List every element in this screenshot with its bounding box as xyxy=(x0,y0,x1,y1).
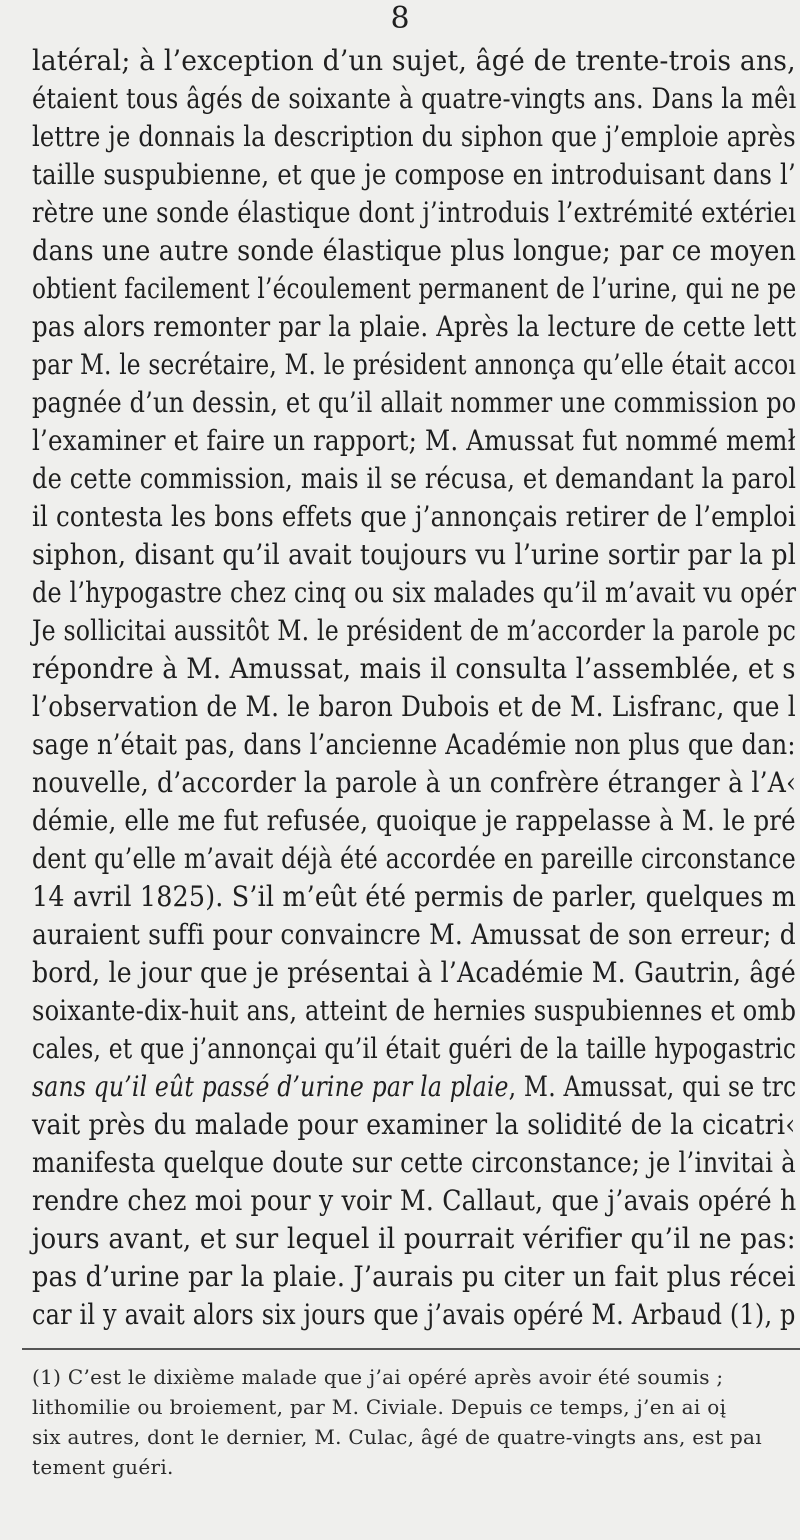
text-line: sage n’était pas, dans l’ancienne Académie non plus que dan: xyxy=(32,728,796,761)
text-line: car il y avait alors six jours que j’avais opéré M. Arbaud (1), p xyxy=(32,1298,796,1331)
text-line: manifesta quelque doute sur cette circonstance; je l’invitai à xyxy=(32,1146,796,1179)
text-line: pas d’urine par la plaie. J’aurais pu citer un fait plus récei xyxy=(32,1260,796,1293)
text-line: dans une autre sonde élastique plus longue; par ce moyen xyxy=(32,234,797,267)
text-line: pas alors remonter par la plaie. Après la lecture de cette lett xyxy=(32,310,797,343)
text-line: latéral; à l’exception d’un sujet, âgé de trente-trois ans, xyxy=(32,44,796,77)
text-line: l’examiner et faire un rapport; M. Amussat fut nommé memł xyxy=(32,424,796,457)
footnote-line: six autres, dont le dernier, M. Culac, âgé de quatre-vingts ans, est paı xyxy=(32,1425,762,1449)
text-line: par M. le secrétaire, M. le président annonça qu’elle était accoı xyxy=(32,348,796,381)
text-line: rendre chez moi pour y voir M. Callaut, que j’avais opéré h xyxy=(32,1184,797,1217)
text-line: Je sollicitai aussitôt M. le président de m’accorder la parole pc xyxy=(32,614,797,647)
text-line: il contesta les bons effets que j’annonçais retirer de l’emploi xyxy=(32,500,796,533)
text-line: obtient facilement l’écoulement permanent de l’urine, qui ne pe xyxy=(32,272,797,305)
text-line: pagnée d’un dessin, et qu’il allait nommer une commission po xyxy=(32,386,797,419)
text-line: rètre une sonde élastique dont j’introduis l’extrémité extérieı xyxy=(32,196,797,229)
text-line: de l’hypogastre chez cinq ou six malades qu’il m’avait vu opér xyxy=(32,576,797,609)
italic-phrase: sans qu’il eût passé d’urine par la plaie xyxy=(32,1070,509,1103)
text-line: l’observation de M. le baron Dubois et de M. Lisfranc, que l xyxy=(32,690,796,723)
footnote-line: tement guéri. xyxy=(32,1455,174,1479)
text-line-rest: , M. Amussat, qui se trc xyxy=(508,1070,797,1103)
text-line: répondre à M. Amussat, mais il consulta l’assemblée, et s xyxy=(32,652,796,685)
text-line-italic xyxy=(32,1070,796,1104)
footnote-line: (1) C’est le dixième malade que j’ai opéré après avoir été soumis ; xyxy=(32,1365,724,1389)
page-number: 8 xyxy=(390,1,410,36)
text-line: auraient suffi pour convaincre M. Amussat de son erreur; d xyxy=(32,918,796,951)
text-line: 14 avril 1825). S’il m’eût été permis de parler, quelques m xyxy=(32,880,796,913)
text-line: soixante-dix-huit ans, atteint de hernies suspubiennes et omb xyxy=(32,994,797,1027)
text-line: taille suspubienne, et que je compose en introduisant dans l’ xyxy=(32,158,797,191)
text-line: démie, elle me fut refusée, quoique je rappelasse à M. le pré xyxy=(32,804,796,837)
text-line: de cette commission, mais il se récusa, et demandant la parol xyxy=(32,462,797,495)
text-line: jours avant, et sur lequel il pourrait vérifier qu’il ne pas: xyxy=(32,1222,796,1255)
text-line: étaient tous âgés de soixante à quatre-vingts ans. Dans la mêı xyxy=(32,82,797,115)
text-line: vait près du malade pour examiner la solidité de la cicatri‹ xyxy=(32,1108,796,1141)
text-line: dent qu’elle m’avait déjà été accordée en pareille circonstance xyxy=(32,842,796,875)
text-line: nouvelle, d’accorder la parole à un confrère étranger à l’A‹ xyxy=(32,766,797,799)
footnote-line: lithomilie ou broiement, par M. Civiale. Depuis ce temps, j’en ai oį xyxy=(32,1395,727,1419)
footnote-rule xyxy=(22,1348,800,1350)
text-line: bord, le jour que je présentai à l’Académie M. Gautrin, âgé xyxy=(32,956,796,989)
text-line: lettre je donnais la description du siphon que j’emploie après xyxy=(32,120,796,153)
text-line: cales, et que j’annonçai qu’il était guéri de la taille hypogastric xyxy=(32,1032,797,1065)
text-line: siphon, disant qu’il avait toujours vu l’urine sortir par la pl xyxy=(32,538,796,571)
